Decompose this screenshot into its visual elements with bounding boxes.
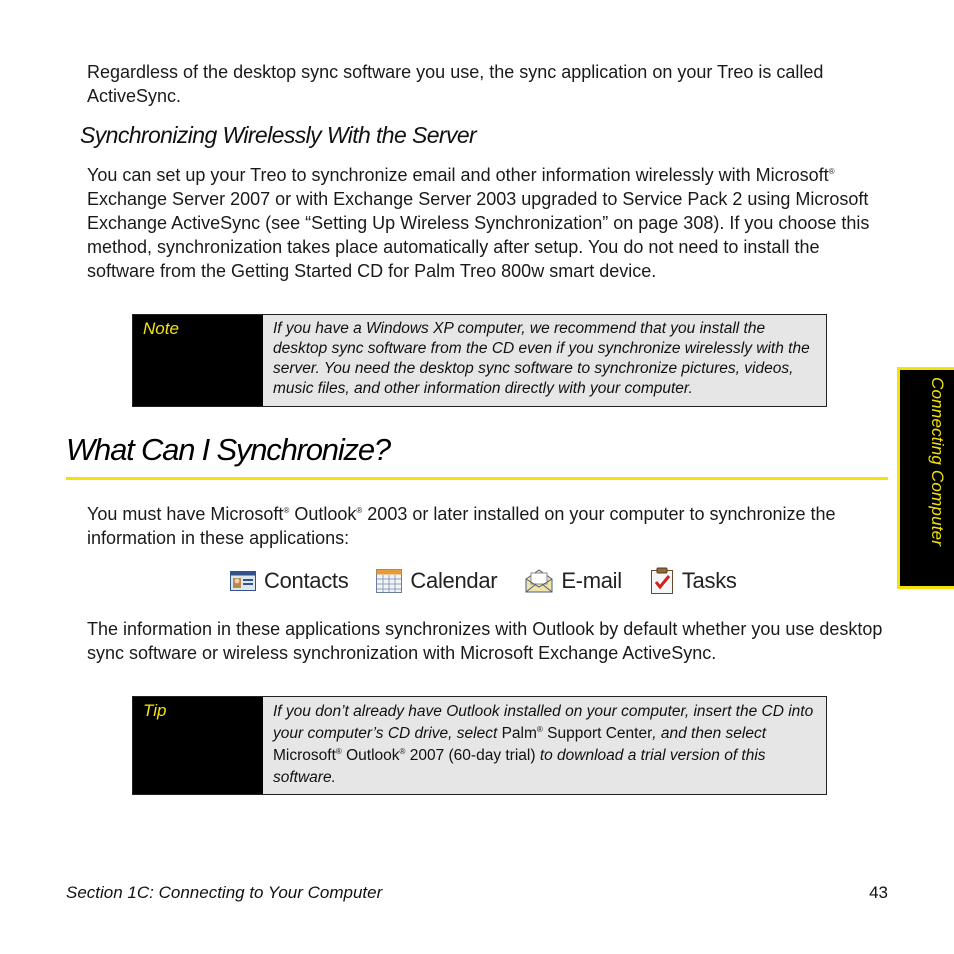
- wireless-text-part2: Exchange Server 2007 or with Exchange Server 2003 upgraded to Service Pack 2 using Microsoft Exchange ActiveSync (see “Setting Up Wireless Synchronization” on page 308). If you choose this method, synchronization takes place automatically after setup. You do not need to install the software from the Getting Started CD for Palm Treo 800w smart device.: [87, 189, 870, 281]
- tip-palm: Palm: [501, 725, 537, 742]
- outlook-requirement-paragraph: [87, 502, 887, 550]
- section-heading-sync-wirelessly: Synchronizing Wirelessly With the Server: [80, 122, 477, 148]
- clipboard-check-icon: [650, 567, 674, 595]
- tip-callout: [132, 696, 827, 795]
- tip-text-2: , and then select: [652, 725, 766, 742]
- chapter-side-tab: [897, 367, 954, 589]
- note-callout: [132, 314, 827, 407]
- tip-outlook: Outlook: [341, 747, 400, 764]
- envelope-icon: [525, 569, 553, 593]
- outlook-apps-row: [230, 566, 765, 596]
- app-label-email: E-mail: [561, 568, 622, 593]
- registered-mark: ®: [335, 746, 342, 756]
- page-title: What Can I Synchronize?: [66, 432, 390, 467]
- heading-rule: [66, 477, 888, 480]
- calendar-grid-icon: [376, 569, 402, 593]
- tip-trial: 2007 (60-day trial): [405, 747, 536, 764]
- outlook-text-b: Outlook: [289, 504, 357, 524]
- tip-microsoft: Microsoft: [273, 747, 336, 764]
- side-tab-label: Connecting Computer: [928, 377, 947, 547]
- app-email: [525, 568, 622, 594]
- registered-mark: ®: [283, 506, 290, 515]
- app-tasks: [650, 567, 737, 595]
- page-number: 43: [869, 883, 888, 902]
- tip-text: [263, 697, 826, 794]
- footer-section-title: Section 1C: Connecting to Your Computer: [66, 883, 383, 902]
- wireless-text-part1: You can set up your Treo to synchronize email and other information wirelessly with Microsoft: [87, 165, 829, 185]
- app-label-calendar: Calendar: [410, 568, 498, 593]
- contacts-card-icon: [230, 571, 256, 591]
- app-calendar: [376, 568, 497, 594]
- intro-paragraph: Regardless of the desktop sync software you use, the sync application on your Treo is called ActiveSync.: [87, 62, 824, 106]
- app-contacts: [230, 568, 348, 594]
- registered-mark: ®: [536, 724, 543, 734]
- tip-text-1: If you don’t already have Outlook installed on your computer, insert the CD into your computer’s CD drive, select: [273, 703, 814, 742]
- registered-mark: ®: [828, 167, 835, 176]
- outlook-text-c: 2003 or later installed on your computer to synchronize the information in these applications:: [87, 504, 836, 548]
- wireless-sync-paragraph: [87, 163, 887, 283]
- tip-text-3: to download a trial version of this software.: [273, 747, 766, 786]
- registered-mark: ®: [399, 746, 406, 756]
- sync-default-paragraph: The information in these applications synchronizes with Outlook by default whether you use desktop sync software or wireless synchronization with Microsoft Exchange ActiveSync.: [87, 619, 883, 663]
- registered-mark: ®: [356, 506, 363, 515]
- outlook-text-a: You must have Microsoft: [87, 504, 284, 524]
- note-label: Note: [133, 315, 263, 406]
- tip-label: Tip: [133, 697, 263, 794]
- app-label-contacts: Contacts: [264, 568, 349, 593]
- note-text: If you have a Windows XP computer, we recommend that you install the desktop sync software from the CD even if you synchronize wirelessly with the server. You need the desktop sync software to synchronize pictures, videos, music files, and other information directly with your computer.: [273, 320, 810, 397]
- app-label-tasks: Tasks: [681, 568, 737, 593]
- tip-support-center: Support Center: [542, 725, 653, 742]
